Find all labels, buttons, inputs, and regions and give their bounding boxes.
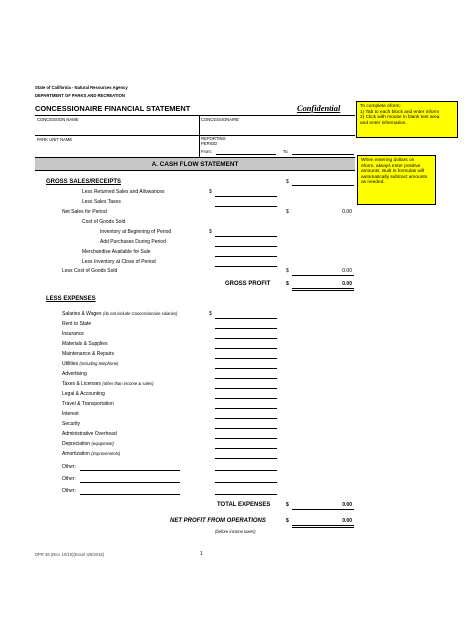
reporting-period-label: REPORTING PERIOD [201, 136, 226, 146]
cost-of-goods-label: Cost of Goods Sold [82, 219, 126, 225]
header-divider-2 [199, 135, 200, 157]
advertising-field[interactable] [215, 378, 277, 379]
from-field[interactable] [216, 154, 276, 155]
form-title: CONCESSIONAIRE FINANCIAL STATEMENT [35, 104, 191, 113]
dollar-sign: $ [209, 189, 212, 195]
insurance-label: Insurance [62, 331, 84, 337]
confidential-label: Confidential [297, 104, 341, 113]
materials-field[interactable] [215, 348, 277, 349]
note2-line1: When entering dollars on [361, 158, 415, 163]
note1-line3: 2) Click with mouse in blank text area [360, 115, 440, 121]
less-inventory-close-label: Less Inventory at Close of Period [82, 259, 156, 265]
gross-profit-rule [292, 288, 354, 291]
dollar-sign: $ [209, 311, 212, 317]
dollar-sign: $ [286, 502, 289, 508]
materials-label: Materials & Supplies [62, 341, 108, 347]
park-unit-label: PARK UNIT NAME [37, 137, 73, 142]
header-divider [199, 115, 200, 135]
inventory-begin-label: Inventory at Beginning of Period [100, 229, 172, 235]
net-profit-label: NET PROFIT FROM OPERATIONS [170, 518, 266, 524]
less-expenses-heading: LESS EXPENSES [46, 296, 96, 302]
rent-field[interactable] [215, 328, 277, 329]
travel-field[interactable] [215, 408, 277, 409]
note2-line3: amounts. Built in formulas will [361, 169, 425, 175]
concessionaire-label: CONCESSIONAIRE [201, 117, 239, 122]
less-cost-goods-rule [292, 275, 354, 276]
amortization-text: Amortization [62, 451, 90, 457]
total-expenses-label: TOTAL EXPENSES [217, 502, 271, 508]
other-amount-field-2[interactable] [215, 482, 277, 483]
security-field[interactable] [215, 428, 277, 429]
other-amount-field-3[interactable] [215, 494, 277, 495]
travel-label: Travel & Transportation [62, 401, 114, 407]
net-profit-rule [292, 525, 354, 528]
agency-line-2: DEPARTMENT OF PARKS AND RECREATION [35, 93, 125, 98]
taxes-label [62, 381, 154, 387]
note2-line4: automatically subtract amounts [361, 174, 428, 180]
legal-field[interactable] [215, 398, 277, 399]
salaries-text: Salaries & Wages [62, 311, 102, 317]
dollars-note [357, 155, 436, 205]
less-sales-taxes-field[interactable] [215, 206, 277, 207]
dollar-sign: $ [286, 179, 289, 185]
concession-name-label: CONCESSION NAME [37, 117, 79, 122]
merchandise-label: Merchandise Available for Sale [82, 249, 151, 255]
note2-line5: as needed. [361, 180, 385, 186]
net-profit-subtitle: (before income taxes) [215, 529, 256, 534]
utilities-field[interactable] [215, 368, 277, 369]
gross-profit-label: GROSS PROFIT [225, 281, 271, 287]
utilities-text: Utilities [62, 361, 79, 367]
net-profit-value: 0.00 [342, 518, 352, 524]
depreciation-field[interactable] [215, 448, 277, 449]
gross-profit-value: 0.00 [342, 281, 352, 287]
rent-label: Rent to State [62, 321, 92, 327]
insurance-field[interactable] [215, 338, 277, 339]
taxes-field[interactable] [215, 388, 277, 389]
note2-line2: eform, always enter positive [361, 163, 421, 169]
header-rule-top [35, 115, 355, 116]
dollar-sign: $ [286, 518, 289, 524]
less-returned-label: Less Returned Sales and Allowances [82, 189, 165, 195]
other-desc-field-1[interactable] [80, 470, 180, 471]
add-purchases-label: Add Purchases During Period [100, 239, 166, 245]
dollar-sign: $ [286, 209, 289, 215]
agency-line-1: State of California - Natural Resources Agency [35, 85, 128, 90]
maintenance-label: Maintenance & Repairs [62, 351, 114, 357]
taxes-text: Taxes & Licenses [62, 381, 101, 387]
salaries-label [62, 311, 177, 317]
section-a-title: A. CASH FLOW STATEMENT [151, 161, 239, 168]
inventory-begin-field[interactable] [215, 236, 277, 237]
other-label-3: Other: [62, 488, 76, 494]
less-cost-goods-value: 0.00 [342, 268, 352, 274]
depreciation-note: (equipment) [91, 441, 114, 446]
utilities-note: (including telephone) [79, 361, 119, 366]
instructions-note [356, 101, 458, 138]
other-amount-field-1[interactable] [215, 470, 277, 471]
dollar-sign: $ [286, 268, 289, 274]
interest-field[interactable] [215, 418, 277, 419]
net-sales-value: 0.00 [342, 209, 352, 215]
legal-label: Legal & Accounting [62, 391, 105, 397]
from-label: From: [201, 149, 212, 154]
other-label-2: Other: [62, 476, 76, 482]
section-a-band [35, 157, 355, 171]
note1-line1: To complete eform: [360, 104, 401, 109]
less-sales-taxes-label: Less Sales Taxes [82, 199, 121, 205]
amortization-note: (improvements) [91, 451, 121, 456]
other-label-1: Other: [62, 464, 76, 470]
utilities-label [62, 361, 118, 367]
other-desc-field-3[interactable] [80, 494, 180, 495]
gross-sales-field[interactable] [292, 185, 354, 186]
depreciation-text: Depreciation [62, 441, 91, 447]
to-label: To: [283, 149, 289, 154]
advertising-label: Advertising [62, 371, 87, 377]
other-desc-field-2[interactable] [80, 482, 180, 483]
taxes-note: (other than income & sales) [102, 381, 154, 386]
total-expenses-value: 0.00 [342, 502, 352, 508]
salaries-note: (do not include Concessionaire salaries) [102, 311, 178, 316]
admin-field[interactable] [215, 438, 277, 439]
admin-label: Administrative Overhead [62, 431, 117, 437]
note1-line4: and enter information. [360, 120, 407, 126]
maintenance-field[interactable] [215, 358, 277, 359]
security-label: Security [62, 421, 81, 427]
merchandise-field[interactable] [215, 256, 277, 257]
form-id: DPR 36 (Rev. 10/10)(Excel 3/6/2016) [35, 552, 105, 557]
total-expenses-rule [292, 509, 354, 510]
dollar-sign: $ [209, 229, 212, 235]
salaries-field[interactable] [215, 318, 277, 319]
net-sales-label: Net Sales for Period [62, 209, 107, 215]
add-purchases-field[interactable] [215, 246, 277, 247]
note1-line2: 1) Tab to each block and enter inform [360, 109, 440, 115]
interest-label: Interest [62, 411, 79, 417]
less-inventory-close-field[interactable] [215, 266, 277, 267]
to-field[interactable] [292, 154, 354, 155]
header-rule-mid [35, 135, 355, 136]
gross-sales-heading: GROSS SALES/RECEIPTS [46, 179, 122, 185]
dollar-sign: $ [286, 281, 289, 287]
less-cost-goods-label: Less Cost of Goods Sold [62, 268, 118, 274]
less-returned-field[interactable] [215, 196, 277, 197]
amortization-field[interactable] [215, 458, 277, 459]
depreciation-label [62, 441, 114, 447]
amortization-label [62, 451, 120, 457]
page-number: 1 [200, 551, 203, 557]
